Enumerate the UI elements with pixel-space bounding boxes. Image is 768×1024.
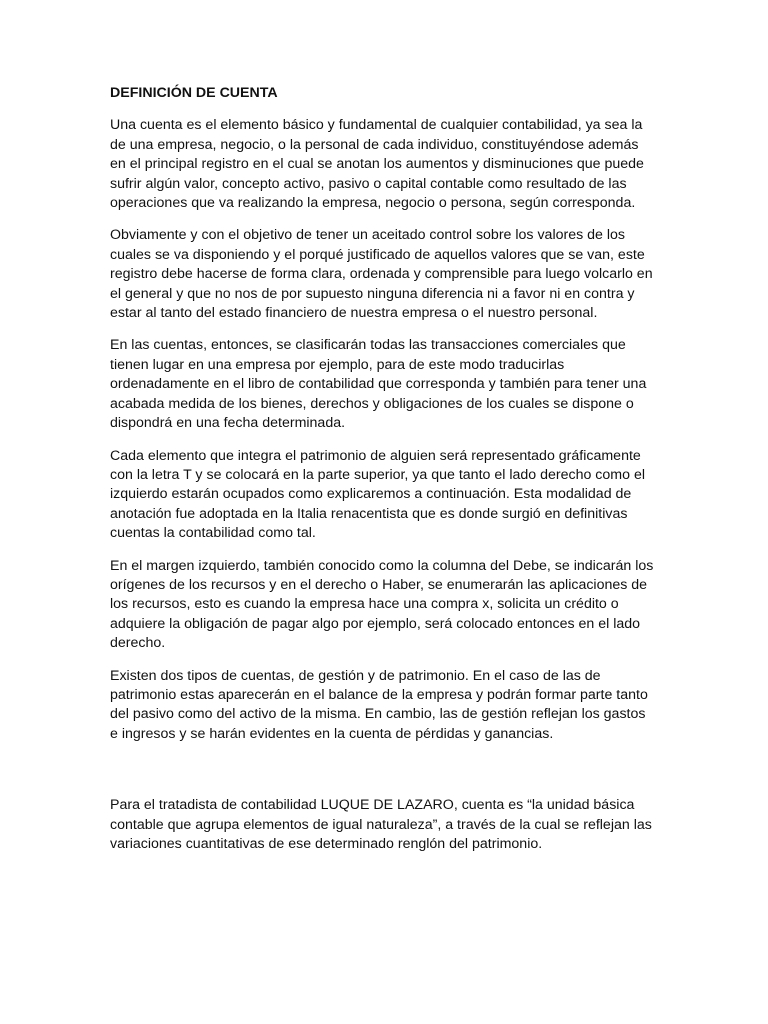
paragraph-4: Cada elemento que integra el patrimonio de alguien será representado gráficamente con la letra T y se colocará en la parte superior, ya que tanto el lado derecho como el izquierdo estarán ocupados como explicaremos a continuación. Esta modalidad de anotación fue adoptada en la Italia renacentista que es donde surgió en definitivas cuentas la contabilidad como tal.: [110, 447, 645, 542]
closing-paragraph: Para el tratadista de contabilidad LUQUE DE LAZARO, cuenta es “la unidad básica contable que agrupa elementos de igual naturaleza”, a través de la cual se reflejan las variaciones cuantitativas de ese determinado renglón del patrimonio.: [110, 797, 652, 852]
paragraph-1: Una cuenta es el elemento básico y fundamental de cualquier contabilidad, ya sea la de una empresa, negocio, o la personal de cada individuo, constituyéndose además en el principal registro en el cual se anotan los aumentos y disminuciones que puede sufrir algún valor, concepto activo, pasivo o capital contable como resultado de las operaciones que va realizando la empresa, negocio o persona, según corresponda.: [110, 117, 644, 212]
paragraph-6: Existen dos tipos de cuentas, de gestión y de patrimonio. En el caso de las de patrimonio estas aparecerán en el balance de la empresa y podrán formar parte tanto del pasivo como del activo de la misma. En cambio, las de gestión reflejan los gastos e ingresos y se harán evidentes en la cuenta de pérdidas y ganancias.: [110, 667, 648, 742]
document-title: DEFINICIÓN DE CUENTA: [110, 85, 278, 101]
blank-space: [110, 757, 655, 796]
paragraph-3: En las cuentas, entonces, se clasificarán todas las transacciones comerciales que tienen lugar en una empresa por ejemplo, para de este modo traducirlas ordenadamente en el libro de contabilidad que corresponda y también para tener una acabada medida de los bienes, derechos y obligaciones de los cuales se dispone o dispondrá en una fecha determinada.: [110, 337, 647, 432]
paragraph-5: En el margen izquierdo, también conocido como la columna del Debe, se indicarán los orígenes de los recursos y en el derecho o Haber, se enumerarán las aplicaciones de los recursos, esto es cuando la empresa hace una compra x, solicita un crédito o adquiere la obligación de pagar algo por ejemplo, será colocado entonces en el lado derecho.: [110, 557, 654, 652]
paragraph-2: Obviamente y con el objetivo de tener un aceitado control sobre los valores de los cuales se va disponiendo y el porqué justificado de aquellos valores que se van, este registro debe hacerse de forma clara, ordenada y comprensible para luego volcarlo en el general y que no nos de por supuesto ninguna diferencia ni a favor ni en contra y estar al tanto del estado financiero de nuestra empresa o el nuestro personal.: [110, 227, 653, 322]
document-page: [110, 84, 655, 867]
